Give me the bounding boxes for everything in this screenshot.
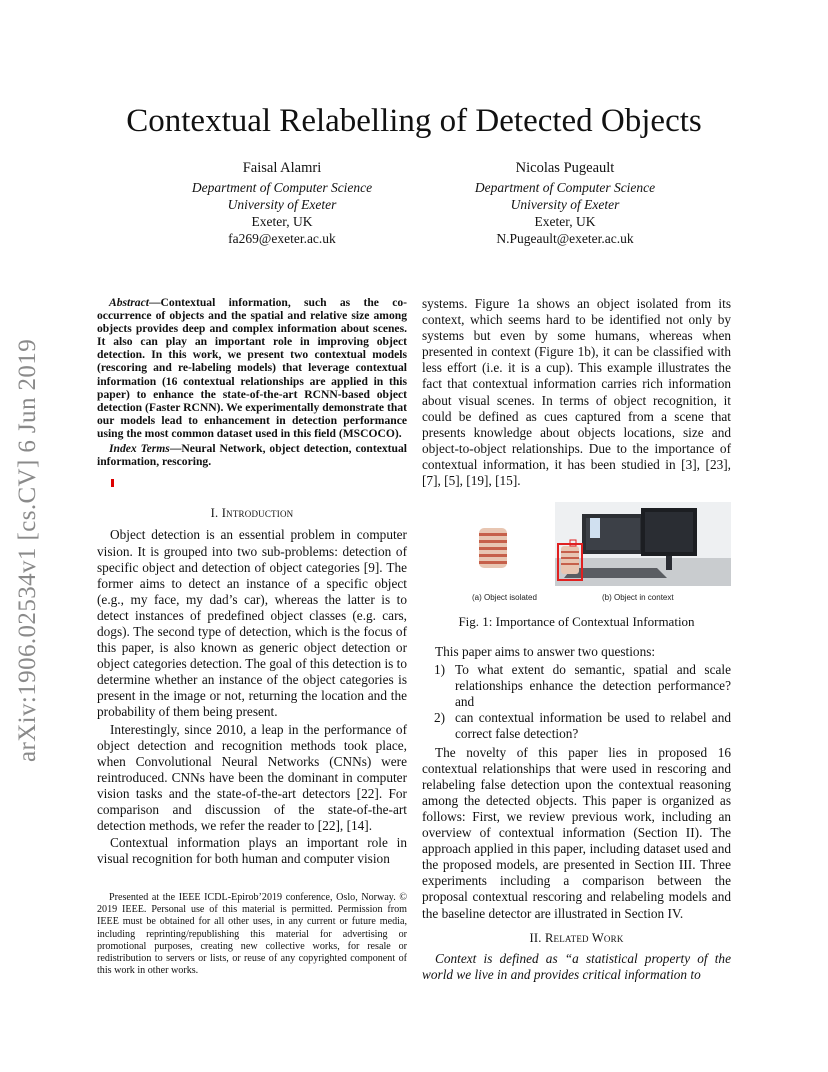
author-univ: University of Exeter <box>227 197 337 212</box>
author-block-2 <box>415 160 715 247</box>
paper-title: Contextual Relabelling of Detected Objects <box>126 103 702 139</box>
section-heading-introduction <box>97 505 407 521</box>
right-paragraph-1: systems. Figure 1a shows an object isolated from its context, which seems hard to be identified not only by systems but even by some humans, whereas when presented in context (Figure 1b), it can be classified with less effort (i.e. it is a cup). This example illustrates the fact that contextual information carries rich information about visual scenes. In terms of object recognition, it could be defined as cues captured from a scene that presents knowledge about objects locations, size and object-to-object relationships. Due to the importance of contextual information, it has been studied in [3], [23], [7], [5], [19], [15]. <box>422 296 731 489</box>
list-item <box>422 710 731 742</box>
figure-1-images <box>422 498 731 610</box>
section-number: I. <box>210 506 222 521</box>
copyright-footnote: Presented at the IEEE ICDL-Epirob’2019 conference, Oslo, Norway. © 2019 IEEE. Personal use of this material is permitted. Permission from IEEE must be obtained for all other uses, in any current or future media, including reprinting/republishing this material for advertising or promotional purposes, creating new collective works, for resale or redistribution to servers or lists, or reuse of any copyrighted component of this work in other works. <box>97 892 407 977</box>
right-column <box>422 296 731 490</box>
author-email[interactable]: fa269@exeter.ac.uk <box>228 231 336 246</box>
author-name: Faisal Alamri <box>242 160 322 176</box>
figure-subcaption-a: (a) Object isolated <box>472 593 537 602</box>
figure-1 <box>422 498 731 638</box>
author-dept: Department of Computer Science <box>191 180 373 195</box>
question-list <box>422 662 731 742</box>
section-heading-related-work <box>422 930 731 946</box>
intro-paragraph-2: Interestingly, since 2010, a leap in the performance of object detection and recognition methods took place, when Convolutional Neural Networks (CNNs) were reintroduced. CNNs have been the dominant in computer vision tasks and the state-of-the-art detectors [22]. For comparison and discussion of the state-of-the-art detection methods, we refer the reader to [22], [14]. <box>97 721 407 834</box>
link-marker[interactable] <box>111 479 114 487</box>
author-dept: Department of Computer Science <box>474 180 656 195</box>
intro-paragraph-1: Object detection is an essential problem in computer vision. It is grouped into two sub-problems: detection of specific object and detection of object categories [9]. The former aims to detect an instance of a specific object (e.g., my face, my dad’s car), whereas the latter is to detect instances of predefined object classes (e.g. cars, dogs). The second type of detection, which is the focus of this paper, is also known as generic object detection or object categories detection. The goal of this detection is to determine whether an instance of the object categories is present in the image or not, returning the location and the probability of them being present. <box>97 527 407 720</box>
index-terms-text: —Neural Network, object detection, contextual information, rescoring. <box>97 442 407 469</box>
isolated-cup-image <box>479 528 507 568</box>
abstract <box>97 296 407 468</box>
abstract-lead: Abstract <box>109 296 149 309</box>
section-title: Introduction <box>221 506 294 521</box>
right-paragraph-4: Context is defined as “a statistical property of the world we live in and provides critical information to <box>422 950 731 982</box>
author-univ: University of Exeter <box>510 197 620 212</box>
right-paragraph-2: This paper aims to answer two questions: <box>435 644 656 659</box>
author-name: Nicolas Pugeault <box>515 160 615 176</box>
left-column <box>97 296 407 868</box>
author-location: Exeter, UK <box>534 214 596 229</box>
list-text: To what extent do semantic, spatial and scale relationships enhance the detection performance? and <box>455 662 731 710</box>
index-terms-lead: Index Terms <box>109 442 170 456</box>
list-number: 2) <box>434 710 446 726</box>
section-title: Related Work <box>544 930 624 945</box>
arxiv-identifier: arXiv:1906.02534v1 [cs.CV] 6 Jun 2019 <box>14 338 41 762</box>
list-text: can contextual information be used to relabel and correct false detection? <box>455 710 731 742</box>
right-column-lower <box>422 644 731 984</box>
list-number: 1) <box>434 662 446 678</box>
figure-caption: Fig. 1: Importance of Contextual Information <box>458 614 695 629</box>
author-location: Exeter, UK <box>251 214 313 229</box>
abstract-text: —Contextual information, such as the co-occurrence of objects and the spatial and relative size among objects provides deep and complex information about scenes. It also can play an important role in improving object detection. In this work, we present two contextual models (rescoring and re-labeling models) that leverage contextual information (16 contextual relationships are applied in this paper) to enhance the state-of-the-art RCNN-based object detection (Faster RCNN). We experimentally demonstrate that our models lead to enhancement in detection performance using the most common dataset used in this field (MSCOCO). <box>97 296 407 440</box>
figure-subcaption-b: (b) Object in context <box>602 593 674 602</box>
list-item <box>422 662 731 710</box>
intro-paragraph-3: Contextual information plays an important role in visual recognition for both human and computer vision <box>97 835 407 867</box>
author-email[interactable]: N.Pugeault@exeter.ac.uk <box>496 231 634 246</box>
context-scene-image <box>555 502 731 586</box>
right-paragraph-3: The novelty of this paper lies in proposed 16 contextual relationships that were used in rescoring and relabeling false detection upon the contextual reasoning among the detected objects. This paper is organized as follows: First, we review previous work, including an overview of contextual information (Section II). The approach applied in this paper, including dataset used and the proposed models, are presented in Section III. Three experiments including a comparison between the proposal contextual rescoring and relabeling models and the baseline detector are illustrated in Section IV. <box>422 744 731 921</box>
author-block-1 <box>132 160 432 247</box>
section-number: II. <box>529 930 545 945</box>
